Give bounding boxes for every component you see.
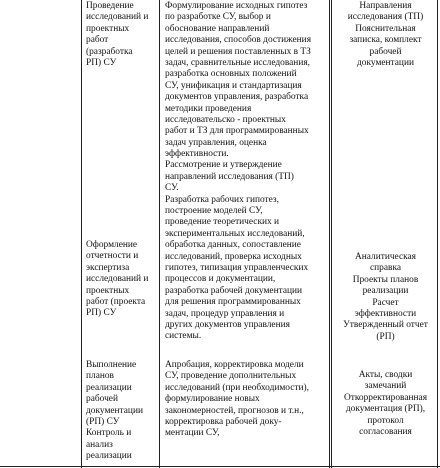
docs-text: Пояснительная [355, 23, 416, 34]
docs-cell-implementation [336, 370, 435, 438]
stage-text: Контроль и [86, 428, 132, 439]
docs-text: Расчет [372, 297, 399, 308]
stage-text: проектных [86, 23, 130, 34]
work-cell-implementation [165, 360, 327, 440]
work-text: работ и ТЗ для программированных [165, 126, 309, 137]
stage-text: РП) СУ [86, 308, 117, 319]
stage-text: работ [86, 35, 109, 46]
stage-text: документации [86, 405, 143, 416]
stage-text: экспертиза [86, 262, 130, 273]
work-text: закономерностей, прогнозов и т.н., [165, 405, 304, 416]
work-text: по разработке СУ, выбор и [165, 12, 271, 23]
docs-text: справка [369, 263, 402, 274]
column-divider [329, 0, 330, 468]
work-text: Разработка рабочих гипотез, [165, 194, 279, 205]
docs-cell-reporting [336, 252, 435, 343]
work-text: исследований, проверка исходных [165, 251, 302, 262]
stage-text: (разработка [86, 46, 133, 57]
docs-text: согласования [359, 426, 412, 437]
work-text: разработка основных положений [165, 69, 297, 80]
work-text: направлений исследования (ТП) [165, 171, 294, 182]
stage-text: реализации [86, 382, 132, 393]
column-divider [159, 0, 160, 468]
work-text: задач, сравнительные исследования, [165, 57, 310, 68]
work-text: СУ. [165, 183, 179, 194]
work-text: построение моделей СУ, [165, 206, 263, 217]
work-text: корректировка рабочей доку- [165, 416, 282, 427]
stage-text: исследований и [86, 12, 149, 23]
work-text: гипотез, типизация управленческих [165, 262, 309, 273]
docs-text: эффективности [354, 308, 417, 319]
work-text: исследовательско - проектных [165, 114, 286, 125]
docs-text: документация (РП), [345, 404, 426, 415]
docs-text: Акты, сводки [358, 370, 413, 380]
docs-text: (РП) [376, 331, 395, 342]
work-text: системы. [165, 331, 202, 342]
stage-text: анализ [86, 439, 113, 450]
docs-text: реализации [362, 286, 409, 297]
stage-text: РП) СУ [86, 57, 117, 68]
docs-text: исследования (ТП) [347, 12, 424, 23]
row-divider [0, 466, 440, 467]
work-text: целей и решения поставленных в ТЗ [165, 46, 311, 57]
docs-text: записка, комплект [349, 35, 422, 46]
work-text: ментации СУ, [165, 428, 220, 439]
docs-text: замечаний [364, 381, 407, 392]
docs-text: Аналитическая [355, 252, 416, 262]
stage-text: Оформление [86, 240, 138, 250]
docs-text: рабочей [369, 46, 402, 57]
docs-text: Направления [359, 1, 412, 11]
work-text: СУ, проведение дополнительных [165, 371, 297, 382]
work-text: исследований (при необходимости), [165, 382, 309, 393]
docs-text: протокол [367, 415, 404, 426]
column-divider [437, 0, 438, 468]
column-divider [331, 0, 332, 468]
docs-text: Откорректированная [343, 392, 428, 403]
work-text: обработка данных, сопоставление [165, 240, 301, 251]
docs-text: документации [357, 57, 414, 68]
stage-text: Проведение [86, 1, 134, 11]
stage-text: работ (проекта [86, 296, 146, 307]
work-cell-research [165, 1, 327, 343]
stage-cell-reporting [86, 240, 154, 320]
work-text: СУ, унификация и стандартизация [165, 80, 302, 91]
stage-text: исследований и [86, 274, 149, 285]
work-text: задач, процедур управления и [165, 308, 285, 319]
work-text: обоснование направлений [165, 23, 270, 34]
docs-cell-research [336, 1, 435, 69]
work-text: экспериментальных исследований, [165, 228, 305, 239]
work-text: Формулирование исходных гипотез [165, 1, 308, 11]
work-text: исследования, способов достижения [165, 35, 312, 46]
stage-text: (РП) СУ [86, 416, 120, 427]
work-text: проведение теоретических и [165, 217, 280, 228]
work-text: процессов и документации, [165, 274, 276, 285]
stage-text: Выполнение [86, 360, 137, 370]
stage-text: рабочей [86, 394, 118, 405]
stage-text: отчетности и [86, 251, 139, 262]
work-text: формулирование новых [165, 394, 260, 405]
work-text: задач управления, оценка [165, 137, 267, 148]
work-text: Апробация, корректировка модели [165, 360, 304, 370]
work-text: разработка рабочей документации [165, 285, 303, 296]
docs-text: Утвержденный отчет [343, 320, 428, 331]
work-text: для решения программированных [165, 297, 301, 308]
work-text: других документов управления [165, 319, 290, 330]
stage-cell-research [86, 1, 154, 69]
docs-text: Проекты планов [352, 274, 419, 285]
stage-text: проектных [86, 285, 130, 296]
work-text: методики проведения [165, 103, 252, 114]
stage-text: планов [86, 371, 114, 382]
stage-cell-implementation [86, 360, 154, 463]
work-text: документов управления, разработка [165, 92, 309, 103]
column-divider [81, 0, 82, 468]
work-text: эффективности. [165, 149, 229, 160]
stage-text: реализации [86, 451, 132, 462]
work-text: Рассмотрение и утверждение [165, 160, 282, 171]
